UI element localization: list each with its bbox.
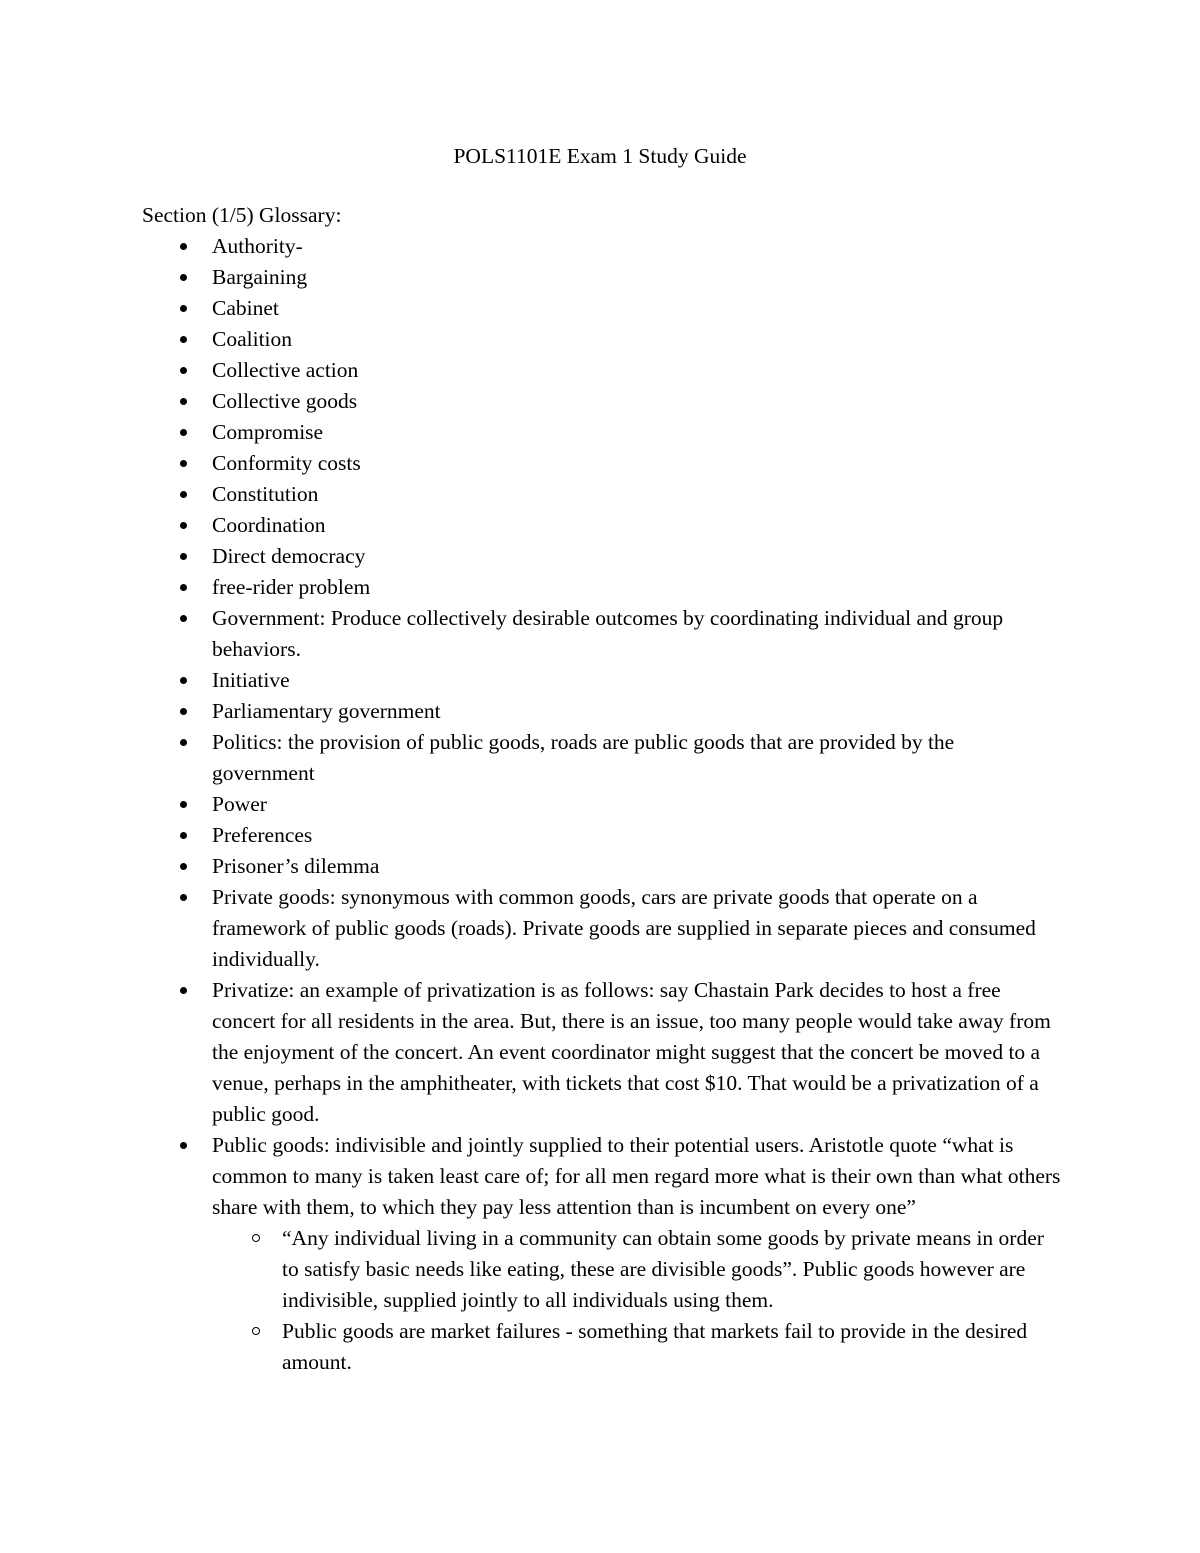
list-item (142, 603, 1062, 665)
list-item (142, 293, 1062, 324)
list-item (142, 262, 1062, 293)
bullet-icon (180, 739, 187, 746)
list-item-text: Politics: the provision of public goods, roads are public goods that are provided by the government (212, 730, 955, 785)
list-item (142, 696, 1062, 727)
list-item-text: Cabinet (212, 296, 279, 320)
bullet-icon (180, 987, 187, 994)
list-item (142, 789, 1062, 820)
hollow-bullet-icon (252, 1234, 260, 1242)
sub-list-item-text: “Any individual living in a community can obtain some goods by private means in order to satisfy basic needs like eating, these are divisible goods”. Public goods however are indivisible, supplied jointly to all individuals using them. (282, 1226, 1044, 1312)
section-heading: Section (1/5) Glossary: (142, 203, 342, 227)
list-item (142, 541, 1062, 572)
list-item (142, 882, 1062, 975)
list-item-text: Authority- (212, 234, 303, 258)
list-item (142, 851, 1062, 882)
list-item (142, 510, 1062, 541)
list-item-text: Prisoner’s dilemma (212, 854, 380, 878)
bullet-icon (180, 894, 187, 901)
bullet-icon (180, 522, 187, 529)
public-goods-sublist (212, 1223, 1062, 1378)
list-item-text: Direct democracy (212, 544, 366, 568)
bullet-icon (180, 398, 187, 405)
bullet-icon (180, 336, 187, 343)
list-item-text: Collective action (212, 358, 359, 382)
list-item-text: Coalition (212, 327, 293, 351)
list-item (142, 448, 1062, 479)
list-item-text: Parliamentary government (212, 699, 441, 723)
bullet-icon (180, 491, 187, 498)
list-item (142, 727, 1062, 789)
list-item-text: Constitution (212, 482, 319, 506)
list-item-text: Private goods: synonymous with common goods, cars are private goods that operate on a framework of public goods (roads). Private goods are supplied in separate pieces and consumed individually. (212, 885, 1036, 971)
list-item (142, 386, 1062, 417)
list-item (142, 820, 1062, 851)
list-item (142, 975, 1062, 1130)
sub-list-item (212, 1223, 1062, 1316)
bullet-icon (180, 584, 187, 591)
list-item-text: Preferences (212, 823, 313, 847)
list-item-text: free-rider problem (212, 575, 371, 599)
document-title: POLS1101E Exam 1 Study Guide (453, 144, 747, 168)
list-item (142, 479, 1062, 510)
bullet-icon (180, 305, 187, 312)
bullet-icon (180, 460, 187, 467)
list-item (142, 355, 1062, 386)
bullet-icon (180, 243, 187, 250)
list-item (142, 324, 1062, 355)
list-item-text: Initiative (212, 668, 290, 692)
bullet-icon (180, 832, 187, 839)
bullet-icon (180, 367, 187, 374)
list-item-text: Public goods: indivisible and jointly supplied to their potential users. Aristotle quote “what is common to many is taken least care of; for all men regard more what is their own than what others share with them, to which they pay less attention than is incumbent on every one” (212, 1133, 1061, 1219)
list-item (142, 572, 1062, 603)
list-item (142, 1130, 1062, 1378)
list-item-text: Government: Produce collectively desirable outcomes by coordinating individual and group behaviors. (212, 606, 1004, 661)
list-item (142, 231, 1062, 262)
glossary-list (142, 231, 1062, 1378)
bullet-icon (180, 553, 187, 560)
bullet-icon (180, 1142, 187, 1149)
list-item-text: Power (212, 792, 267, 816)
list-item-text: Conformity costs (212, 451, 361, 475)
list-item (142, 417, 1062, 448)
bullet-icon (180, 708, 187, 715)
list-item-text: Compromise (212, 420, 324, 444)
sub-list-item-text: Public goods are market failures - something that markets fail to provide in the desired amount. (282, 1319, 1028, 1374)
bullet-icon (180, 615, 187, 622)
list-item-text: Collective goods (212, 389, 358, 413)
list-item-text: Bargaining (212, 265, 308, 289)
sub-list-item (212, 1316, 1062, 1378)
bullet-icon (180, 677, 187, 684)
hollow-bullet-icon (252, 1327, 260, 1335)
list-item-text: Coordination (212, 513, 326, 537)
bullet-icon (180, 429, 187, 436)
bullet-icon (180, 274, 187, 281)
bullet-icon (180, 863, 187, 870)
bullet-icon (180, 801, 187, 808)
list-item (142, 665, 1062, 696)
list-item-text: Privatize: an example of privatization is as follows: say Chastain Park decides to host a free concert for all residents in the area. But, there is an issue, too many people would take away from the enjoyment of the concert. An event coordinator might suggest that the concert be moved to a venue, perhaps in the amphitheater, with tickets that cost $10. That would be a privatization of a public good. (212, 978, 1051, 1126)
